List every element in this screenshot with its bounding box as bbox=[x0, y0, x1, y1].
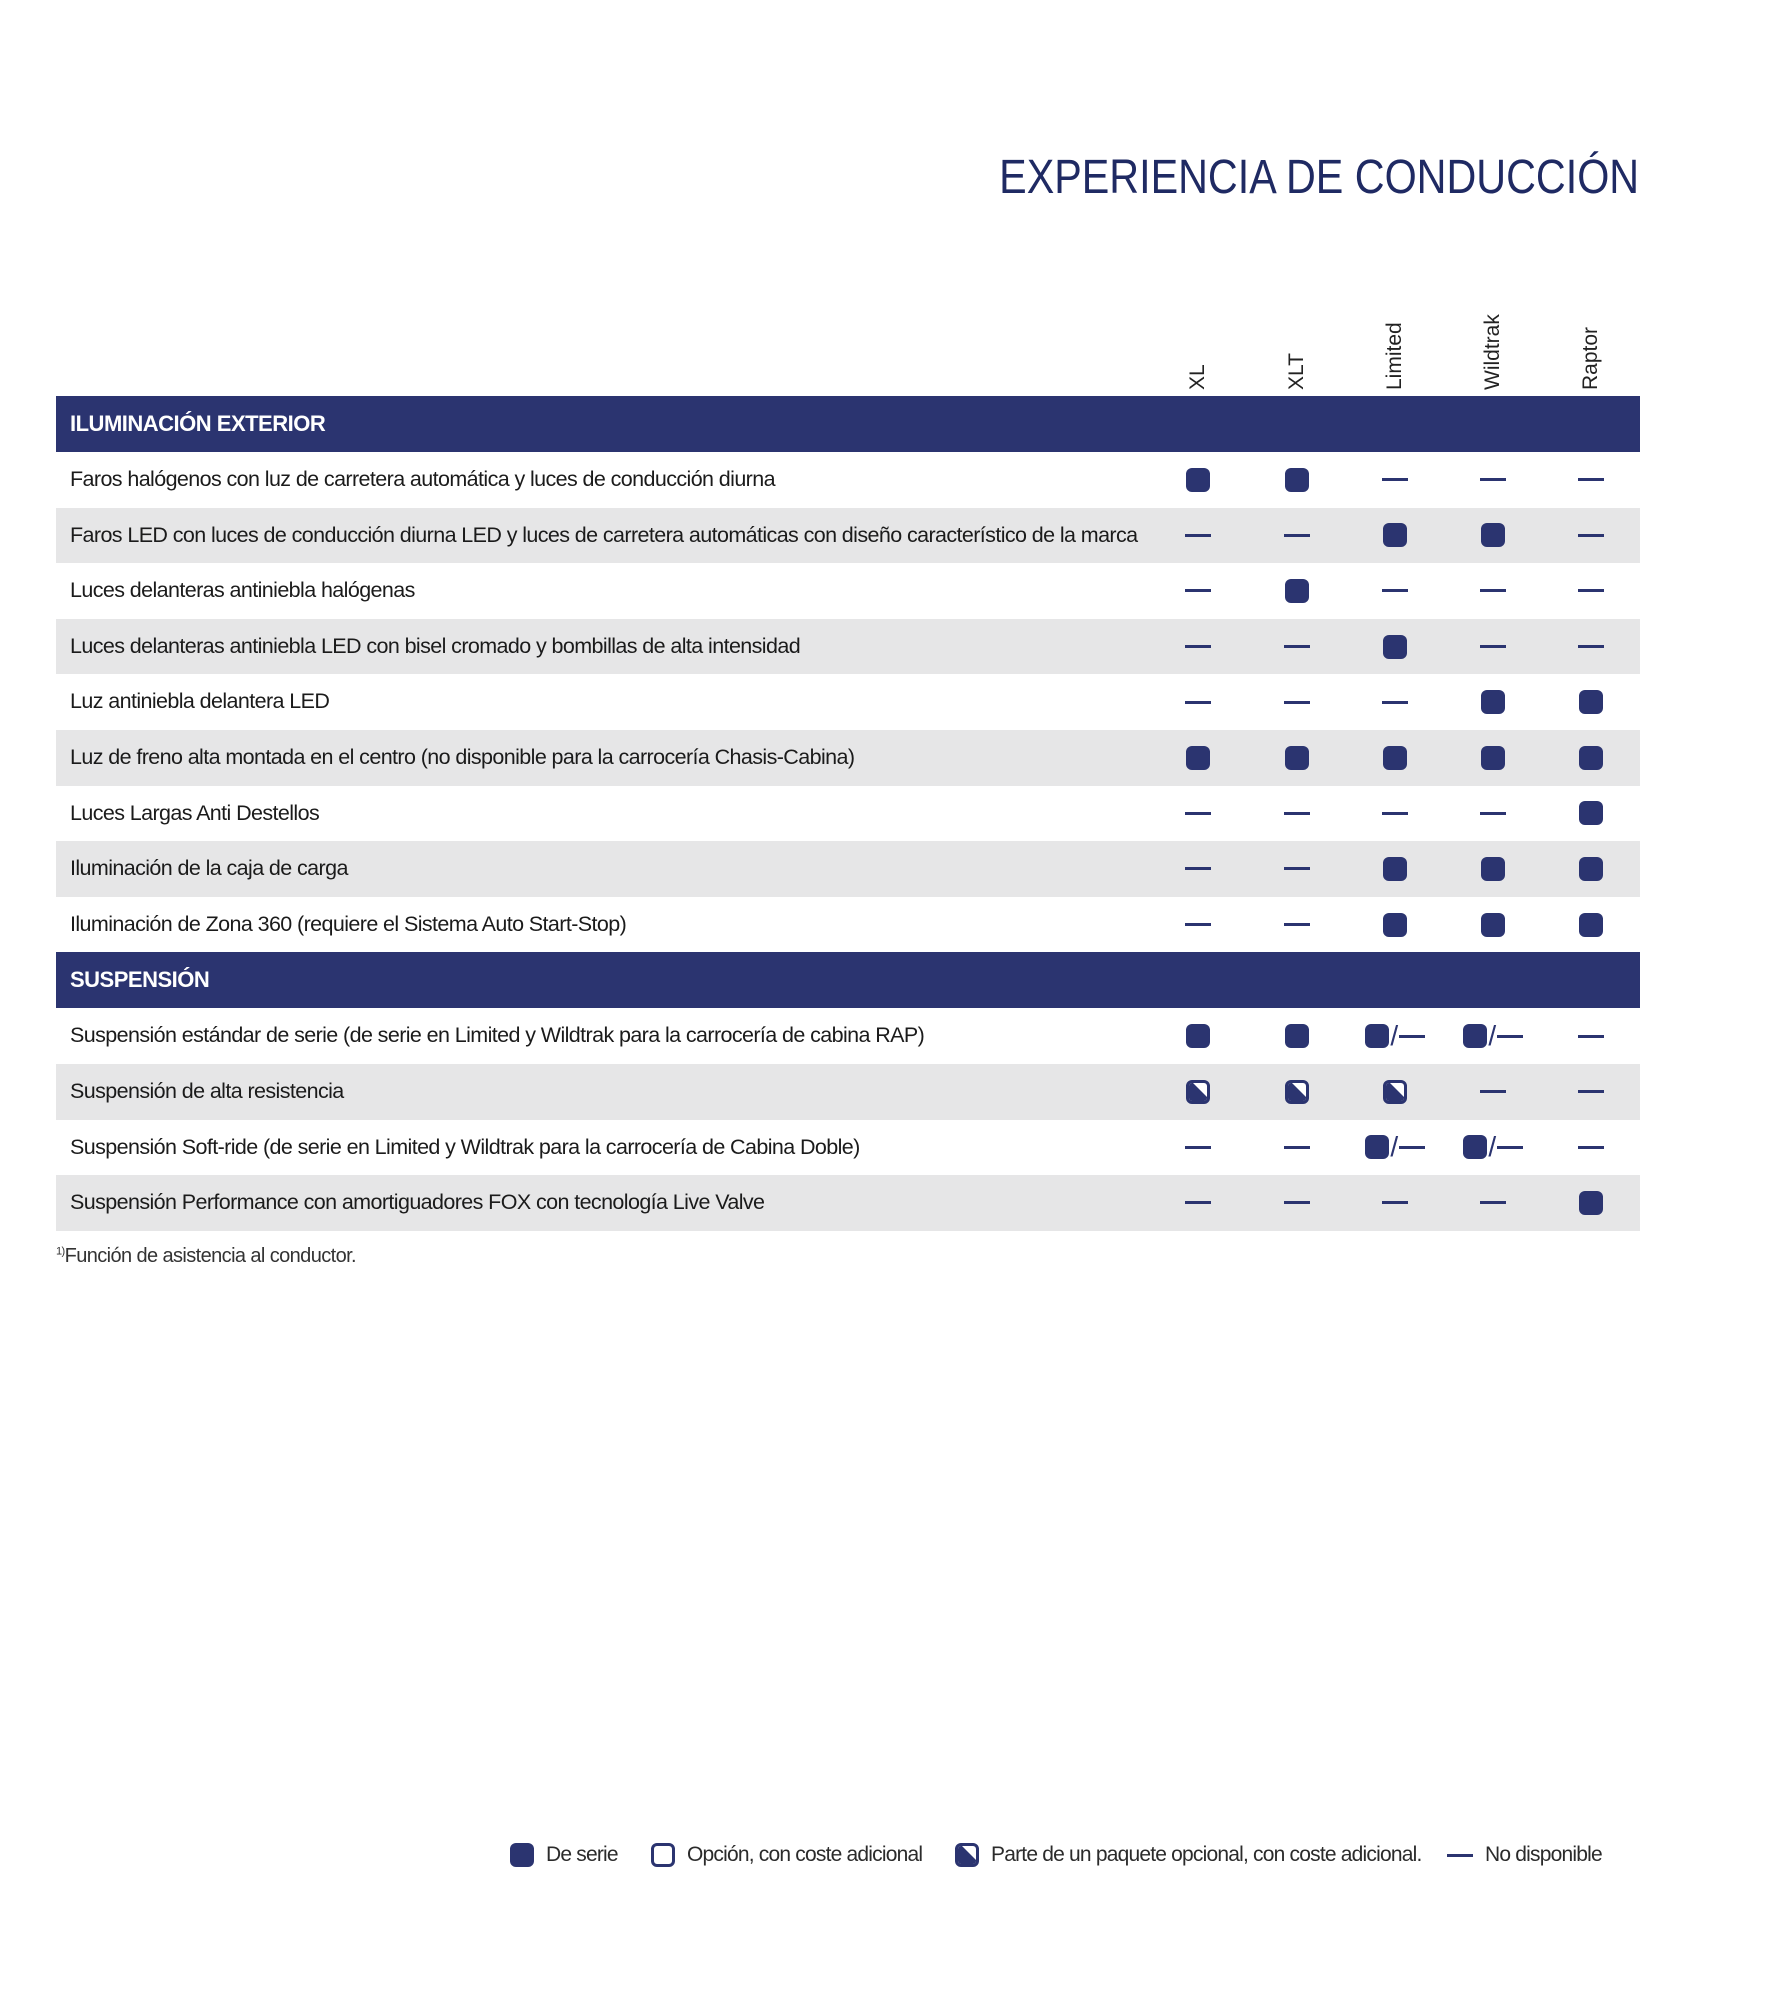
row-label: Suspensión Soft-ride (de serie en Limited y Wildtrak para la carrocería de Cabina Doble) bbox=[70, 1134, 860, 1159]
cell-xlt bbox=[1257, 786, 1337, 842]
row-label: Luz de freno alta montada en el centro (no disponible para la carrocería Chasis-Cabina) bbox=[70, 744, 855, 769]
status-symbol bbox=[1480, 589, 1506, 592]
column-header-wildtrak bbox=[1478, 300, 1508, 390]
status-symbol bbox=[1382, 1201, 1408, 1204]
not-available-icon bbox=[1185, 1201, 1211, 1204]
not-available-icon bbox=[1382, 589, 1408, 592]
cell-raptor bbox=[1551, 452, 1631, 508]
cell-wildtrak bbox=[1453, 452, 1533, 508]
not-available-icon bbox=[1284, 867, 1310, 870]
status-symbol bbox=[1480, 478, 1506, 481]
status-symbol bbox=[1383, 913, 1407, 937]
row-label: Suspensión de alta resistencia bbox=[70, 1078, 344, 1103]
standard-icon bbox=[1579, 746, 1603, 770]
not-available-icon bbox=[1185, 701, 1211, 704]
cell-raptor bbox=[1551, 674, 1631, 730]
not-available-icon bbox=[1185, 534, 1211, 537]
status-symbol bbox=[1481, 690, 1505, 714]
package-option-icon bbox=[1285, 1080, 1309, 1104]
cell-xl bbox=[1158, 1064, 1238, 1120]
not-available-icon bbox=[1284, 534, 1310, 537]
status-symbol bbox=[1578, 534, 1604, 537]
cell-xl bbox=[1158, 1175, 1238, 1231]
standard-icon bbox=[1463, 1024, 1487, 1048]
column-header-xl bbox=[1183, 300, 1213, 390]
status-symbol bbox=[1382, 589, 1408, 592]
status-symbol bbox=[1578, 1146, 1604, 1149]
status-symbol bbox=[1480, 812, 1506, 815]
row-label: Luz antiniebla delantera LED bbox=[70, 689, 330, 714]
standard-icon bbox=[1579, 1191, 1603, 1215]
not-available-icon bbox=[1399, 1035, 1425, 1038]
standard-icon bbox=[1383, 523, 1407, 547]
cell-limited bbox=[1355, 786, 1435, 842]
legend-item bbox=[955, 1835, 1422, 1875]
cell-raptor bbox=[1551, 619, 1631, 675]
package-option-icon bbox=[955, 1843, 979, 1867]
status-symbol bbox=[1285, 468, 1309, 492]
cell-wildtrak bbox=[1453, 1120, 1533, 1176]
not-available-icon bbox=[1447, 1854, 1473, 1857]
cell-limited bbox=[1355, 619, 1435, 675]
status-symbol bbox=[1185, 867, 1211, 870]
standard-icon bbox=[1463, 1135, 1487, 1159]
standard-icon bbox=[1579, 801, 1603, 825]
standard-icon bbox=[1579, 913, 1603, 937]
not-available-icon bbox=[1480, 589, 1506, 592]
not-available-icon bbox=[1480, 1090, 1506, 1093]
status-symbol bbox=[1480, 645, 1506, 648]
slash-separator: / bbox=[1390, 1131, 1398, 1163]
cell-raptor bbox=[1551, 508, 1631, 564]
not-available-icon bbox=[1185, 589, 1211, 592]
status-symbol bbox=[1481, 857, 1505, 881]
cell-wildtrak bbox=[1453, 674, 1533, 730]
cell-raptor bbox=[1551, 1120, 1631, 1176]
status-symbol bbox=[1481, 913, 1505, 937]
cell-xl bbox=[1158, 452, 1238, 508]
legend-item bbox=[510, 1835, 618, 1875]
row-label: Luces delanteras antiniebla LED con bisel cromado y bombillas de alta intensidad bbox=[70, 633, 801, 658]
row-label: Iluminación de Zona 360 (requiere el Sistema Auto Start-Stop) bbox=[70, 911, 627, 936]
status-symbol bbox=[1383, 1080, 1407, 1104]
not-available-icon bbox=[1578, 478, 1604, 481]
status-symbol bbox=[1463, 1022, 1522, 1050]
status-symbol bbox=[1579, 1191, 1603, 1215]
status-symbol bbox=[1285, 746, 1309, 770]
cell-limited bbox=[1355, 563, 1435, 619]
standard-icon bbox=[1285, 579, 1309, 603]
cell-limited bbox=[1355, 1175, 1435, 1231]
table-row bbox=[56, 730, 1640, 786]
standard-icon bbox=[1383, 913, 1407, 937]
cell-xl bbox=[1158, 619, 1238, 675]
table-row bbox=[56, 1175, 1640, 1231]
status-symbol bbox=[1284, 701, 1310, 704]
status-symbol bbox=[1365, 1133, 1424, 1161]
status-symbol bbox=[1185, 1201, 1211, 1204]
not-available-icon bbox=[1497, 1146, 1523, 1149]
status-symbol bbox=[1365, 1022, 1424, 1050]
status-symbol bbox=[1185, 701, 1211, 704]
standard-icon bbox=[1579, 690, 1603, 714]
not-available-icon bbox=[1185, 645, 1211, 648]
status-symbol bbox=[1382, 478, 1408, 481]
status-symbol bbox=[1185, 589, 1211, 592]
legend-item bbox=[651, 1835, 922, 1875]
not-available-icon bbox=[1578, 1090, 1604, 1093]
status-symbol bbox=[1579, 913, 1603, 937]
cell-raptor bbox=[1551, 730, 1631, 786]
status-symbol bbox=[1185, 645, 1211, 648]
features-table bbox=[56, 396, 1640, 1231]
status-symbol bbox=[1382, 701, 1408, 704]
not-available-icon bbox=[1284, 1201, 1310, 1204]
cell-xl bbox=[1158, 730, 1238, 786]
standard-icon bbox=[1481, 857, 1505, 881]
legend-item bbox=[1447, 1835, 1602, 1875]
standard-icon bbox=[1285, 468, 1309, 492]
standard-icon bbox=[1285, 1024, 1309, 1048]
table-row bbox=[56, 1064, 1640, 1120]
status-symbol bbox=[1383, 857, 1407, 881]
cell-wildtrak bbox=[1453, 730, 1533, 786]
page-title: EXPERIENCIA DE CONDUCCIÓN bbox=[999, 151, 1639, 204]
table-row bbox=[56, 508, 1640, 564]
footnote bbox=[56, 1245, 356, 1268]
row-label: Suspensión estándar de serie (de serie en Limited y Wildtrak para la carrocería de cabina RAP) bbox=[70, 1023, 925, 1048]
table-row bbox=[56, 786, 1640, 842]
standard-icon bbox=[1365, 1024, 1389, 1048]
status-symbol bbox=[1284, 923, 1310, 926]
table-row bbox=[56, 452, 1640, 508]
status-symbol bbox=[1578, 645, 1604, 648]
standard-icon bbox=[1383, 746, 1407, 770]
status-symbol bbox=[1579, 857, 1603, 881]
package-option-icon bbox=[1186, 1080, 1210, 1104]
status-symbol bbox=[1447, 1854, 1473, 1857]
status-symbol bbox=[1480, 1090, 1506, 1093]
not-available-icon bbox=[1284, 645, 1310, 648]
package-option-icon bbox=[1383, 1080, 1407, 1104]
cell-wildtrak bbox=[1453, 1175, 1533, 1231]
status-symbol bbox=[1579, 746, 1603, 770]
cell-xlt bbox=[1257, 841, 1337, 897]
cell-xl bbox=[1158, 1008, 1238, 1064]
cell-limited bbox=[1355, 841, 1435, 897]
table-row bbox=[56, 674, 1640, 730]
standard-icon bbox=[1186, 468, 1210, 492]
not-available-icon bbox=[1578, 645, 1604, 648]
not-available-icon bbox=[1284, 812, 1310, 815]
cell-wildtrak bbox=[1453, 563, 1533, 619]
status-symbol bbox=[1285, 1024, 1309, 1048]
cell-xlt bbox=[1257, 1008, 1337, 1064]
cell-wildtrak bbox=[1453, 897, 1533, 953]
cell-raptor bbox=[1551, 1064, 1631, 1120]
standard-icon bbox=[1481, 523, 1505, 547]
not-available-icon bbox=[1382, 701, 1408, 704]
standard-icon bbox=[1365, 1135, 1389, 1159]
not-available-icon bbox=[1185, 812, 1211, 815]
cell-raptor bbox=[1551, 1008, 1631, 1064]
cell-limited bbox=[1355, 1120, 1435, 1176]
not-available-icon bbox=[1497, 1035, 1523, 1038]
status-symbol bbox=[1185, 812, 1211, 815]
cell-limited bbox=[1355, 897, 1435, 953]
status-symbol bbox=[1186, 468, 1210, 492]
column-header-label: XLT bbox=[1285, 353, 1308, 390]
status-symbol bbox=[1284, 812, 1310, 815]
not-available-icon bbox=[1185, 923, 1211, 926]
status-symbol bbox=[1578, 589, 1604, 592]
status-symbol bbox=[1284, 1146, 1310, 1149]
column-header-label: Wildtrak bbox=[1481, 314, 1504, 390]
legend bbox=[0, 1835, 1779, 1875]
cell-limited bbox=[1355, 1008, 1435, 1064]
cell-xlt bbox=[1257, 452, 1337, 508]
cell-limited bbox=[1355, 508, 1435, 564]
status-symbol bbox=[1284, 645, 1310, 648]
cell-limited bbox=[1355, 730, 1435, 786]
not-available-icon bbox=[1185, 867, 1211, 870]
legend-label: No disponible bbox=[1485, 1843, 1602, 1866]
cell-raptor bbox=[1551, 1175, 1631, 1231]
status-symbol bbox=[1383, 523, 1407, 547]
cell-wildtrak bbox=[1453, 841, 1533, 897]
cell-wildtrak bbox=[1453, 786, 1533, 842]
cell-xl bbox=[1158, 674, 1238, 730]
not-available-icon bbox=[1284, 923, 1310, 926]
status-symbol bbox=[1186, 746, 1210, 770]
standard-icon bbox=[1186, 746, 1210, 770]
standard-icon bbox=[1285, 746, 1309, 770]
standard-icon bbox=[1481, 746, 1505, 770]
standard-icon bbox=[1579, 857, 1603, 881]
legend-label: Opción, con coste adicional bbox=[687, 1843, 923, 1866]
cell-xlt bbox=[1257, 508, 1337, 564]
cell-limited bbox=[1355, 452, 1435, 508]
status-symbol bbox=[1186, 1080, 1210, 1104]
standard-icon bbox=[1383, 635, 1407, 659]
cell-wildtrak bbox=[1453, 1008, 1533, 1064]
row-label: Faros LED con luces de conducción diurna LED y luces de carretera automáticas con diseño característico de la marca bbox=[70, 522, 1138, 547]
status-symbol bbox=[1382, 812, 1408, 815]
cell-raptor bbox=[1551, 786, 1631, 842]
not-available-icon bbox=[1480, 645, 1506, 648]
not-available-icon bbox=[1578, 1146, 1604, 1149]
status-symbol bbox=[1480, 1201, 1506, 1204]
not-available-icon bbox=[1480, 812, 1506, 815]
status-symbol bbox=[1284, 534, 1310, 537]
not-available-icon bbox=[1578, 589, 1604, 592]
status-symbol bbox=[955, 1843, 979, 1867]
standard-icon bbox=[510, 1843, 534, 1867]
standard-icon bbox=[1186, 1024, 1210, 1048]
table-row bbox=[56, 1008, 1640, 1064]
slash-separator: / bbox=[1488, 1020, 1496, 1052]
cell-xlt bbox=[1257, 1120, 1337, 1176]
not-available-icon bbox=[1382, 478, 1408, 481]
cell-xlt bbox=[1257, 563, 1337, 619]
cell-xl bbox=[1158, 563, 1238, 619]
table-row bbox=[56, 563, 1640, 619]
cell-raptor bbox=[1551, 897, 1631, 953]
row-label: Iluminación de la caja de carga bbox=[70, 856, 348, 881]
row-label: Luces Largas Anti Destellos bbox=[70, 800, 320, 825]
standard-icon bbox=[1383, 857, 1407, 881]
slash-separator: / bbox=[1390, 1020, 1398, 1052]
row-label: Suspensión Performance con amortiguadores FOX con tecnología Live Valve bbox=[70, 1190, 765, 1215]
section-header: ILUMINACIÓN EXTERIOR bbox=[56, 396, 1640, 452]
cell-xl bbox=[1158, 508, 1238, 564]
section-header: SUSPENSIÓN bbox=[56, 952, 1640, 1008]
status-symbol bbox=[1185, 1146, 1211, 1149]
cell-xl bbox=[1158, 1120, 1238, 1176]
status-symbol bbox=[1285, 579, 1309, 603]
status-symbol bbox=[1578, 1035, 1604, 1038]
not-available-icon bbox=[1185, 1146, 1211, 1149]
legend-label: De serie bbox=[546, 1843, 618, 1866]
not-available-icon bbox=[1382, 1201, 1408, 1204]
status-symbol bbox=[1383, 635, 1407, 659]
table-row bbox=[56, 841, 1640, 897]
status-symbol bbox=[1185, 534, 1211, 537]
table-row bbox=[56, 897, 1640, 953]
cell-wildtrak bbox=[1453, 619, 1533, 675]
cell-raptor bbox=[1551, 841, 1631, 897]
status-symbol bbox=[1186, 1024, 1210, 1048]
footnote-text: Función de asistencia al conductor. bbox=[64, 1245, 357, 1267]
status-symbol bbox=[1579, 801, 1603, 825]
status-symbol bbox=[1578, 478, 1604, 481]
status-symbol bbox=[1185, 923, 1211, 926]
status-symbol bbox=[1463, 1133, 1522, 1161]
cell-xlt bbox=[1257, 619, 1337, 675]
not-available-icon bbox=[1480, 478, 1506, 481]
standard-icon bbox=[1481, 913, 1505, 937]
cell-xlt bbox=[1257, 674, 1337, 730]
cell-limited bbox=[1355, 674, 1435, 730]
column-header-raptor bbox=[1576, 300, 1606, 390]
status-symbol bbox=[1284, 867, 1310, 870]
status-symbol bbox=[1284, 1201, 1310, 1204]
cell-xl bbox=[1158, 897, 1238, 953]
not-available-icon bbox=[1399, 1146, 1425, 1149]
status-symbol bbox=[1383, 746, 1407, 770]
cell-xlt bbox=[1257, 1064, 1337, 1120]
footnote-marker: 1) bbox=[56, 1245, 65, 1258]
status-symbol bbox=[1285, 1080, 1309, 1104]
table-row bbox=[56, 619, 1640, 675]
column-header-label: Raptor bbox=[1579, 326, 1602, 390]
cell-xlt bbox=[1257, 1175, 1337, 1231]
cell-limited bbox=[1355, 1064, 1435, 1120]
status-symbol bbox=[510, 1843, 534, 1867]
status-symbol bbox=[1579, 690, 1603, 714]
cell-wildtrak bbox=[1453, 1064, 1533, 1120]
row-label: Luces delanteras antiniebla halógenas bbox=[70, 578, 415, 603]
not-available-icon bbox=[1578, 1035, 1604, 1038]
row-label: Faros halógenos con luz de carretera automática y luces de conducción diurna bbox=[70, 467, 775, 491]
status-symbol bbox=[1481, 523, 1505, 547]
not-available-icon bbox=[1480, 1201, 1506, 1204]
option-icon bbox=[651, 1843, 675, 1867]
slash-separator: / bbox=[1488, 1131, 1496, 1163]
cell-wildtrak bbox=[1453, 508, 1533, 564]
status-symbol bbox=[651, 1843, 675, 1867]
cell-xlt bbox=[1257, 730, 1337, 786]
status-symbol bbox=[1481, 746, 1505, 770]
not-available-icon bbox=[1382, 812, 1408, 815]
legend-label: Parte de un paquete opcional, con coste adicional. bbox=[991, 1843, 1422, 1866]
status-symbol bbox=[1578, 1090, 1604, 1093]
cell-xlt bbox=[1257, 897, 1337, 953]
cell-raptor bbox=[1551, 563, 1631, 619]
not-available-icon bbox=[1578, 534, 1604, 537]
column-header-label: XL bbox=[1186, 364, 1209, 390]
standard-icon bbox=[1481, 690, 1505, 714]
cell-xl bbox=[1158, 841, 1238, 897]
not-available-icon bbox=[1284, 701, 1310, 704]
column-header-label: Limited bbox=[1383, 322, 1406, 390]
column-headers bbox=[56, 300, 1640, 390]
not-available-icon bbox=[1284, 1146, 1310, 1149]
column-header-limited bbox=[1380, 300, 1410, 390]
cell-xl bbox=[1158, 786, 1238, 842]
table-row bbox=[56, 1120, 1640, 1176]
column-header-xlt bbox=[1282, 300, 1312, 390]
